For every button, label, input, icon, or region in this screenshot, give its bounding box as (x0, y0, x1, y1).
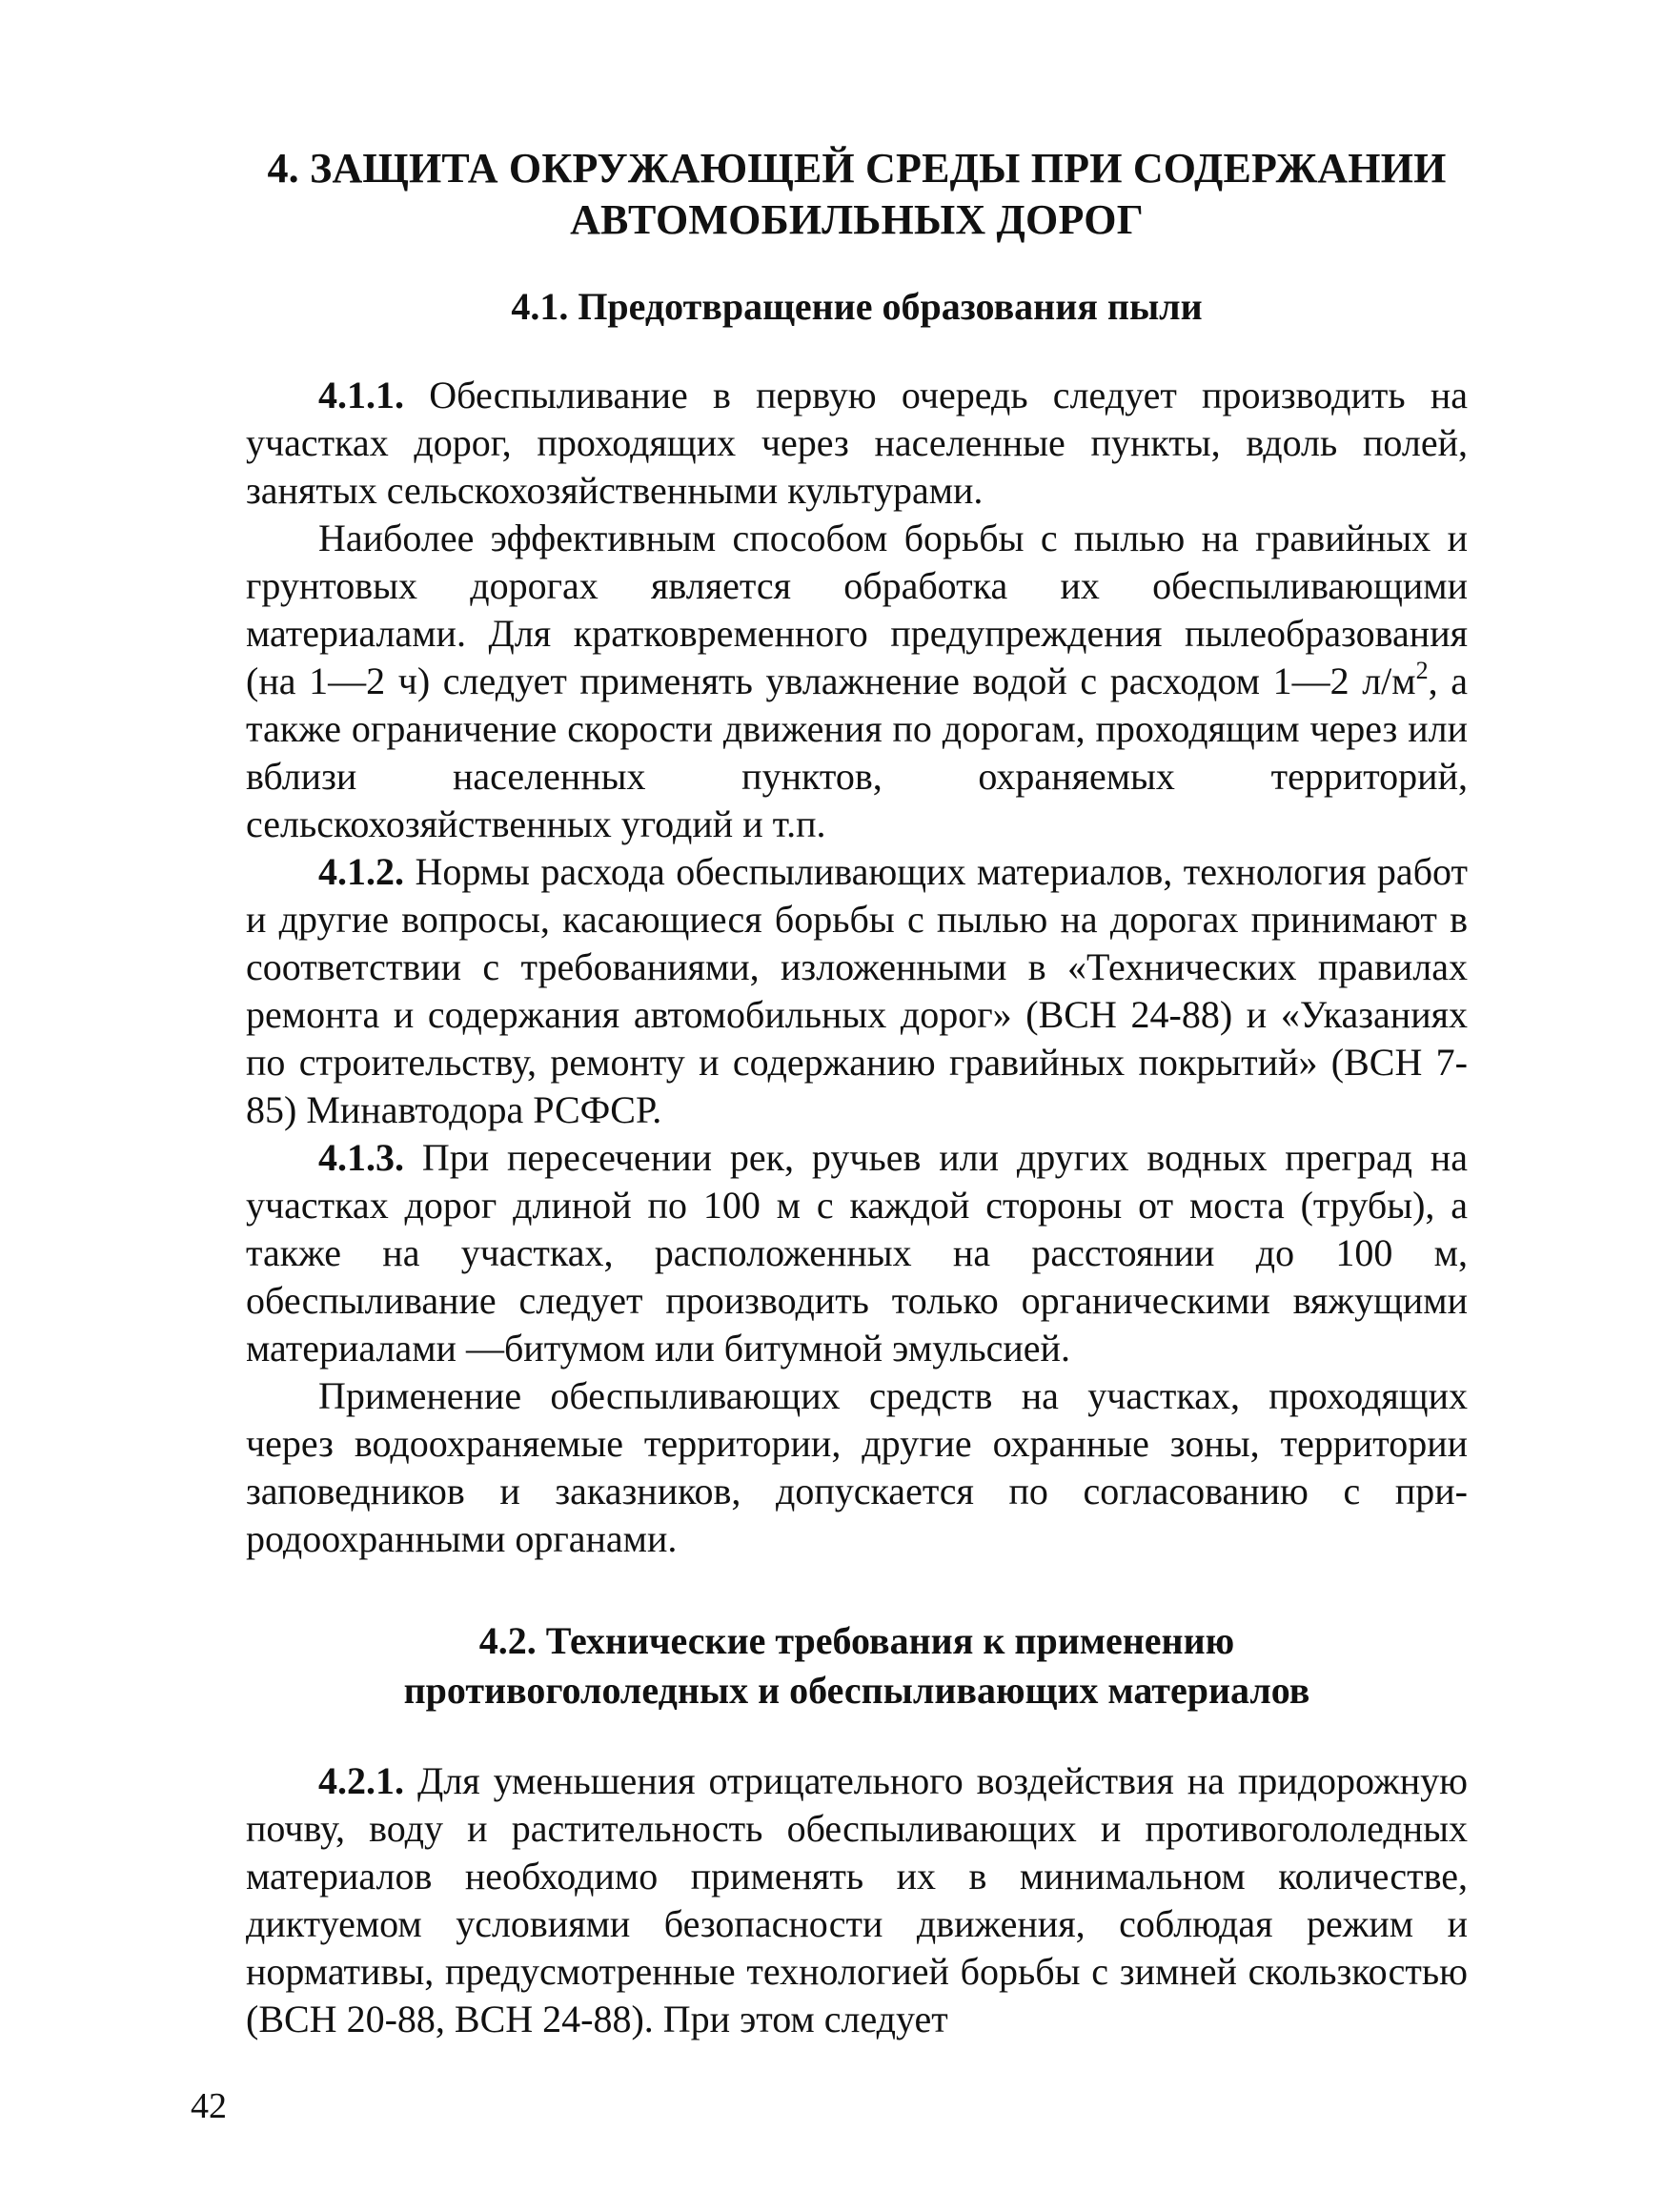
page-number: 42 (191, 2086, 227, 2126)
paragraph-text: Нормы расхода обеспыливающих материалов, технология работ и другие вопросы, касающиеся борьбы с пылью на дорогах принимают в соответствии с требованиями, изложенными в «Технических правилах ремонта и содержания автомобильных дорог» (ВСН 24-88) и «Указаниях по строительству, ремонту и содержанию гравийных покрытий» (ВСН 7-85) Минавтодора РСФСР. (246, 850, 1468, 1131)
chapter-title-line-1: 4. ЗАЩИТА ОКРУЖАЮЩЕЙ СРЕДЫ ПРИ СОДЕРЖАНИИ (267, 145, 1447, 192)
paragraph-text: Обеспыливание в первую очередь следует производить на участках дорог, проходящих через населенные пункты, вдоль полей, занятых сельскохозяйственными культурами. (246, 374, 1468, 512)
paragraph-4-1-3 (246, 1134, 1468, 1372)
clause-number: 4.1.2. (318, 850, 404, 893)
paragraph-text: При пересечении рек, ручьев или других водных преград на участках дорог длиной по 100 м с каждой стороны от моста (трубы), а также на участках, расположенных на расстоянии до 100 м, обеспыливание следует производить только органическими вяжущими материалами —битумом или битумной эмульсией. (246, 1136, 1468, 1370)
document-page (246, 143, 1468, 2043)
section-4-2-title-line-1: 4.2. Технические требования к применению (478, 1619, 1235, 1662)
paragraph-text: Наиболее эффективным способом борьбы с пылью на гравийных и грунтовых дорогах является обработка их обеспыливающими материалами. Для кратковременного предупреждения пылеобразования (на 1—2 ч) следует применять увлажнение водой с расходом 1—2 л/м (246, 517, 1468, 702)
paragraph-4-1-2 (246, 848, 1468, 1134)
section-4-2-title-line-2: противогололедных и обеспыливающих материалов (403, 1669, 1310, 1712)
paragraph-protected-zones (246, 1372, 1468, 1563)
paragraph-4-2-1 (246, 1757, 1468, 2043)
chapter-title (246, 143, 1468, 246)
clause-number: 4.1.1. (318, 374, 404, 416)
chapter-title-line-2: АВТОМОБИЛЬНЫХ ДОРОГ (570, 196, 1144, 243)
paragraph-dust-control (246, 515, 1468, 848)
paragraph-text: Применение обеспыливающих средств на участках, проходящих через водоохраняемые территории, другие охранные зоны, территории заповедников и заказников, допускается по согласованию с природоохранными органами. (246, 1374, 1468, 1560)
paragraph-text: Для уменьшения отрицательного воздействия на придорожную почву, воду и растительность обеспыливающих и противогололедных материалов необходимо применять их в минимальном количестве, диктуемом условиями безопасности движения, соблюдая режим и нормативы, предусмотренные технологией борьбы с зимней скользкостью (ВСН 20-88, ВСН 24-88). При этом следует (246, 1759, 1468, 2040)
clause-number: 4.2.1. (318, 1759, 404, 1802)
section-4-1-title: 4.1. Предотвращение образования пыли (511, 285, 1203, 328)
paragraph-text: , а также ограничение скорости движения по дорогам, проходящим через или вблизи населенных пунктов, охраняемых территорий, сельскохозяйственных угодий и т.п. (246, 660, 1468, 845)
superscript: 2 (1415, 657, 1429, 684)
paragraph-4-1-1 (246, 372, 1468, 515)
clause-number: 4.1.3. (318, 1136, 404, 1179)
section-4-2-title (246, 1616, 1468, 1715)
